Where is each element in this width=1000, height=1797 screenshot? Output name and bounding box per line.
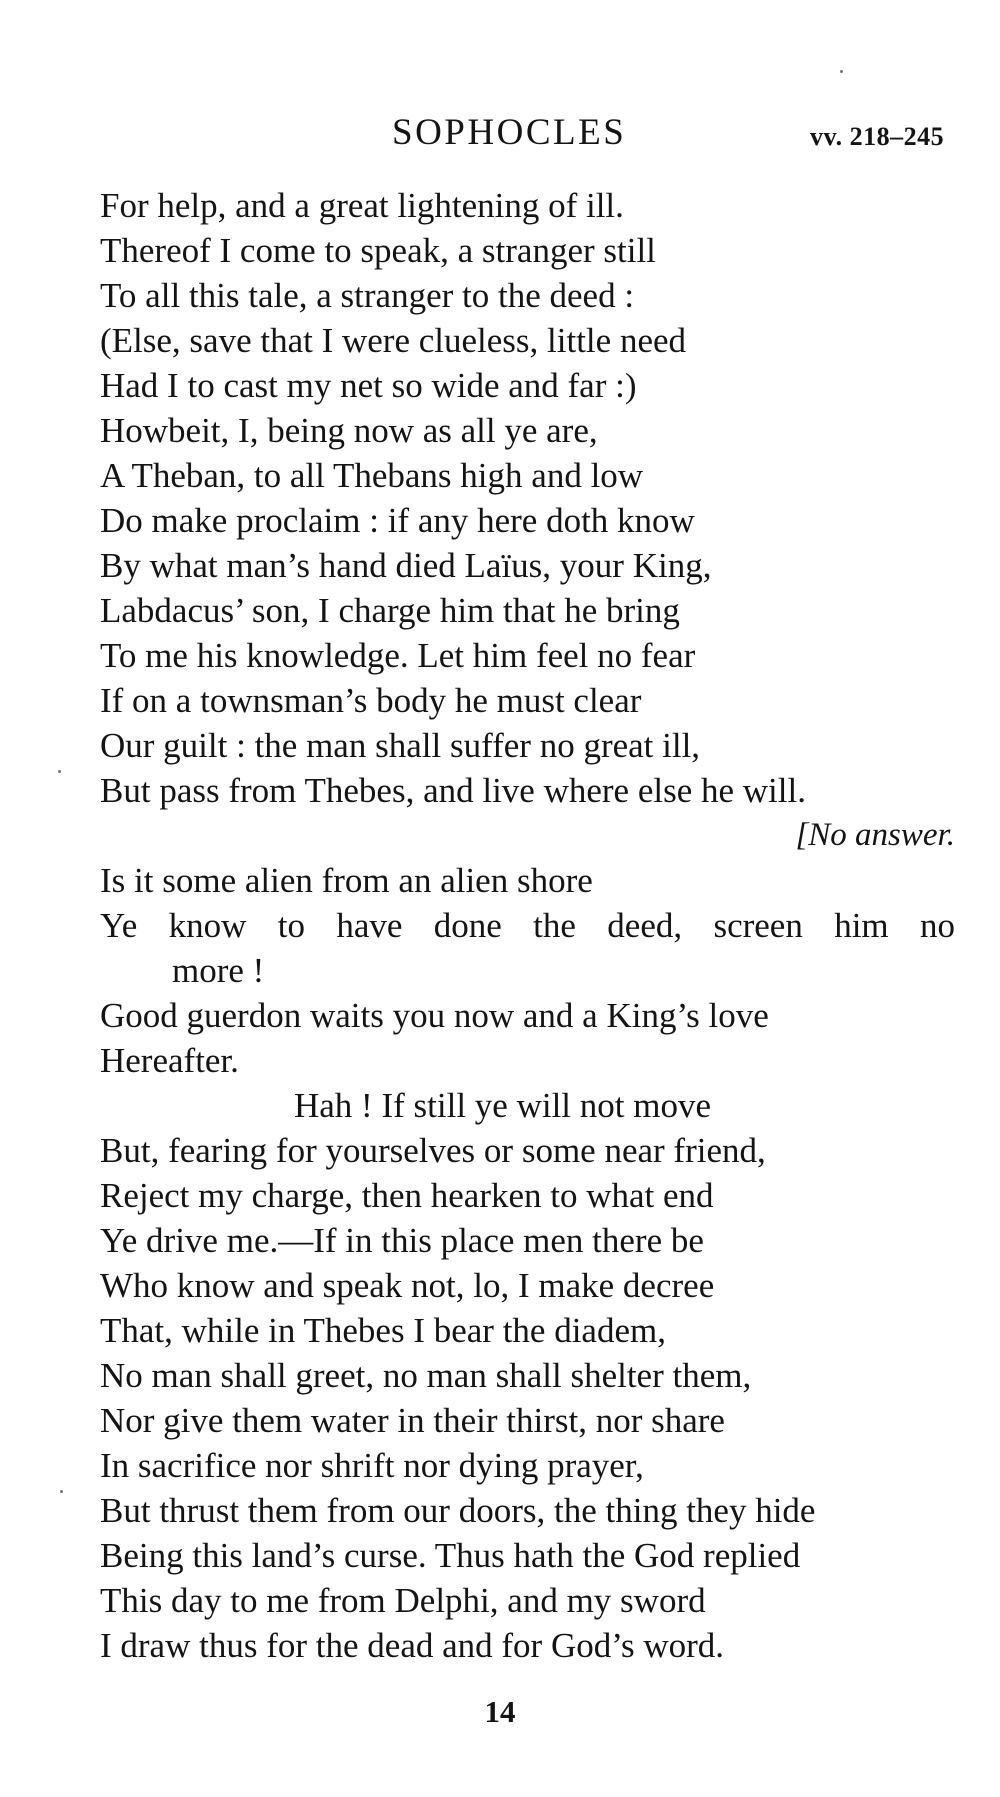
verse-line: For help, and a great lightening of ill. bbox=[100, 186, 624, 225]
verse-line: Nor give them water in their thirst, nor share bbox=[100, 1401, 725, 1440]
verse-line: I draw thus for the dead and for God’s word. bbox=[100, 1626, 725, 1665]
verse-line: This day to me from Delphi, and my sword bbox=[100, 1581, 706, 1620]
verse-line: Being this land’s curse. Thus hath the God replied bbox=[100, 1536, 801, 1575]
stage-direction: [No answer. bbox=[795, 817, 955, 853]
verse-line: Reject my charge, then hearken to what end bbox=[100, 1176, 714, 1215]
verse-line: A Theban, to all Thebans high and low bbox=[100, 456, 644, 495]
scan-speck bbox=[58, 770, 61, 773]
verse-line: Ye drive me.—If in this place men there be bbox=[100, 1221, 704, 1260]
verse-line: No man shall greet, no man shall shelter them, bbox=[100, 1356, 752, 1395]
verse-line: Is it some alien from an alien shore bbox=[100, 861, 593, 900]
verse-line-turnover: more ! bbox=[172, 951, 265, 990]
verse-line: Do make proclaim : if any here doth know bbox=[100, 501, 695, 540]
verse-line: Who know and speak not, lo, I make decree bbox=[100, 1266, 715, 1305]
verse-line: If on a townsman’s body he must clear bbox=[100, 681, 642, 720]
verse-line: But, fearing for yourselves or some near friend, bbox=[100, 1131, 766, 1170]
verse-text bbox=[100, 183, 960, 1668]
verse-line: In sacrifice nor shrift nor dying prayer, bbox=[100, 1446, 644, 1485]
verse-line: Labdacus’ son, I charge him that he bring bbox=[100, 591, 680, 630]
verse-line: Good guerdon waits you now and a King’s love bbox=[100, 996, 769, 1035]
verse-line-half: Hah ! If still ye will not move bbox=[294, 1086, 712, 1125]
verse-line: Hereafter. bbox=[100, 1041, 239, 1080]
verse-line: Ye know to have done the deed, screen him no bbox=[100, 906, 955, 945]
verse-line: That, while in Thebes I bear the diadem, bbox=[100, 1311, 666, 1350]
verse-line: But pass from Thebes, and live where else he will. bbox=[100, 771, 806, 810]
running-head-title: SOPHOCLES bbox=[392, 112, 627, 153]
verse-line: Thereof I come to speak, a stranger still bbox=[100, 231, 656, 270]
running-head bbox=[0, 108, 1000, 158]
verse-line: To me his knowledge. Let him feel no fear bbox=[100, 636, 696, 675]
verse-line: Howbeit, I, being now as all ye are, bbox=[100, 411, 598, 450]
scan-speck bbox=[60, 1490, 63, 1493]
verse-line: By what man’s hand died Laïus, your King, bbox=[100, 546, 712, 585]
verse-line: To all this tale, a stranger to the deed : bbox=[100, 276, 635, 315]
verse-line: (Else, save that I were clueless, little need bbox=[100, 321, 687, 360]
scan-speck bbox=[840, 70, 843, 73]
line-range: vv. 218–245 bbox=[810, 122, 945, 151]
verse-line: But thrust them from our doors, the thing they hide bbox=[100, 1491, 816, 1530]
verse-line: Our guilt : the man shall suffer no great ill, bbox=[100, 726, 701, 765]
page-number: 14 bbox=[484, 1694, 516, 1729]
verse-line: Had I to cast my net so wide and far :) bbox=[100, 366, 637, 405]
